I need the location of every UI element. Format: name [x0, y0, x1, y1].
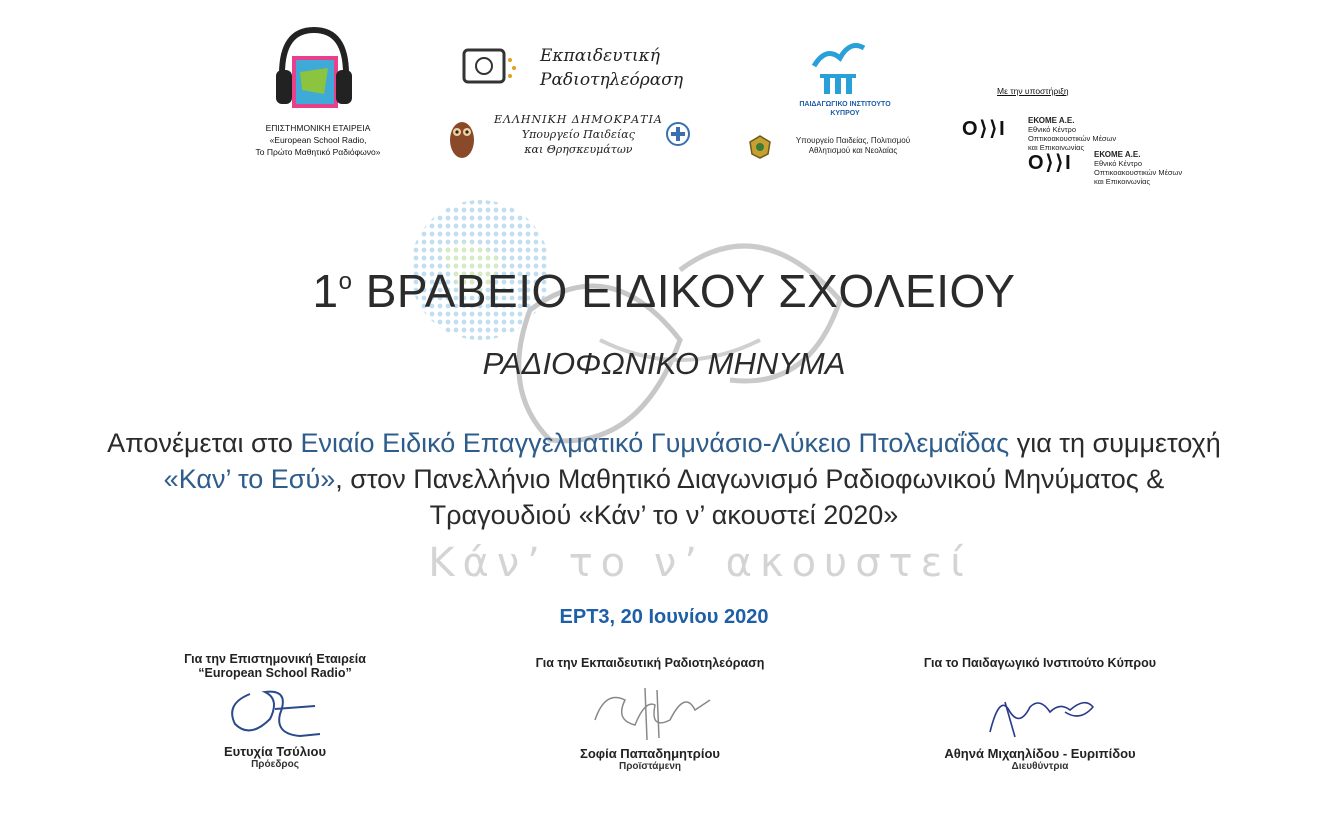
signer-name: Αθηνά Μιχαηλίδου - Ευριπίδου [944, 746, 1136, 761]
pi-cyprus-line: ΚΥΠΡΟΥ [830, 110, 860, 117]
award-text: , στον Πανελλήνιο Μαθητικό Διαγωνισμό Ραδιοφωνικού Μηνύματος & Τραγουδιού «Κάν’ το ν’ ακουστεί 2020» [335, 464, 1165, 530]
edu-tv-line: Εκπαιδευτική [540, 46, 660, 66]
ekome-block-1 [1028, 116, 1116, 152]
signature-image [975, 682, 1105, 746]
signer-role: Διευθύντρια [1011, 761, 1069, 772]
ekome-name: ΕΚΟΜΕ Α.Ε. [1094, 150, 1141, 159]
greek-ministry-line: Υπουργείο Παιδείας [521, 128, 635, 141]
edu-tv-line: Ραδιοτηλεόραση [540, 70, 684, 90]
signature-image [220, 684, 330, 744]
signature-label: Για την Επιστημονική Εταιρεία [184, 652, 366, 666]
signature-block-esr [140, 652, 410, 770]
award-title-ordinal: ο [338, 268, 353, 295]
signer-name: Σοφία Παπαδημητρίου [580, 746, 720, 761]
award-description [90, 425, 1238, 533]
pi-cyprus-logo [806, 36, 870, 98]
ekome-logo-mark: Ο⟩⟩Ι [1028, 152, 1073, 174]
cy-ministry-line: Υπουργείο Παιδείας, Πολιτισμού [795, 136, 911, 145]
ekome-block-2 [1094, 150, 1182, 186]
ekome-line: Εθνικό Κέντρο [1028, 125, 1076, 134]
pi-cyprus-name [770, 100, 920, 118]
signature-label: “European School Radio” [198, 666, 352, 680]
ekome-name: ΕΚΟΜΕ Α.Ε. [1028, 116, 1075, 125]
signature-block-edutv [490, 656, 810, 772]
award-text: Απονέμεται στο [107, 428, 301, 458]
signer-name: Ευτυχία Τσύλιου [223, 744, 327, 759]
esr-caption-line: Το Πρώτο Μαθητικό Ραδιόφωνο» [255, 147, 381, 157]
edu-tv-logo [460, 44, 520, 88]
greek-ministry-line: και Θρησκευμάτων [524, 143, 633, 156]
pi-cyprus-line: ΠΑΙΔΑΓΩΓΙΚΟ ΙΝΣΤΙΤΟΥΤΟ [799, 101, 891, 108]
esr-caption-line: «European School Radio, [269, 135, 367, 145]
greek-ministry-block [494, 112, 663, 157]
owl-icon [444, 114, 480, 162]
cy-ministry-name [768, 136, 938, 156]
award-subtitle: ΡΑΔΙΟΦΩΝΙΚΟ ΜΗΝΥΜΑ [482, 346, 846, 381]
award-title-number: 1 [312, 265, 339, 317]
signature-label: Για το Παιδαγωγικό Ινστιτούτο Κύπρου [923, 656, 1157, 670]
school-name: Ενιαίο Ειδικό Επαγγελματικό Γυμνάσιο-Λύκειο Πτολεμαΐδας [300, 428, 1010, 458]
signature-image [575, 680, 725, 746]
award-title [0, 264, 1328, 318]
european-school-radio-logo [272, 24, 356, 120]
greek-emblem-icon [666, 122, 690, 146]
ekome-logo-mark: Ο⟩⟩Ι [962, 118, 1007, 140]
greek-republic: ΕΛΛΗΝΙΚΗ ΔΗΜΟΚΡΑΤΙΑ [494, 113, 663, 126]
support-label: Με την υποστήριξη [997, 86, 1069, 96]
award-text: για τη συμμετοχή [1009, 428, 1221, 458]
ekome-line: Οπτικοακουστικών Μέσων [1094, 168, 1183, 177]
ekome-line: Οπτικοακουστικών Μέσων [1028, 134, 1117, 143]
ekome-line: Εθνικό Κέντρο [1094, 159, 1142, 168]
esr-caption [218, 122, 418, 158]
signer-role: Προϊστάμενη [618, 761, 681, 772]
esr-caption-line: ΕΠΙΣΤΗΜΟΝΙΚΗ ΕΤΑΙΡΕΙΑ [265, 123, 371, 133]
cy-ministry-line: Αθλητισμού και Νεολαίας [808, 146, 898, 155]
signer-role: Πρόεδρος [251, 759, 299, 770]
entry-title: «Καν’ το Εσύ» [163, 464, 336, 494]
award-date: ΕΡΤ3, 20 Ιουνίου 2020 [559, 606, 769, 628]
ekome-line: και Επικοινωνίας [1094, 177, 1151, 186]
signature-label: Για την Εκπαιδευτική Ραδιοτηλεόραση [535, 656, 765, 670]
watermark-text: Κάν’ το ν’ ακουστεί [428, 540, 972, 586]
award-title-text: ΒΡΑΒΕΙΟ ΕΙΔΙΚΟΥ ΣΧΟΛΕΙΟΥ [352, 265, 1016, 317]
ekome-line: και Επικοινωνίας [1028, 143, 1085, 152]
edu-tv-name [540, 44, 683, 92]
signature-block-pi [880, 656, 1200, 772]
